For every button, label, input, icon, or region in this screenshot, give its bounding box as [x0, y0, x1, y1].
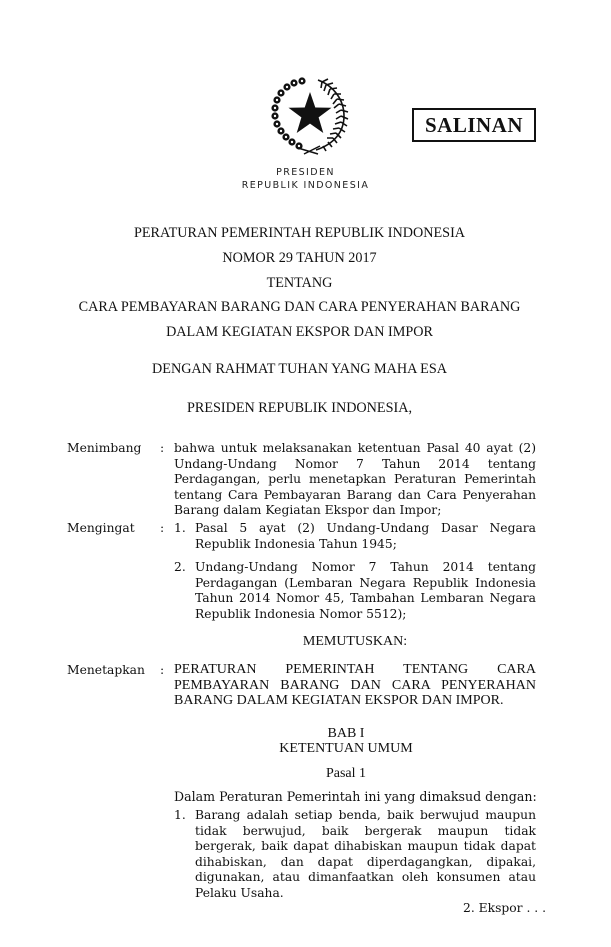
menetapkan-text: PERATURAN PEMERINTAH TENTANG CARA PEMBAYARAN BARANG DAN CARA PENYERAHAN BARANG DALAM KEGIATAN EKSPOR DAN IMPOR.: [174, 662, 536, 708]
salinan-stamp: [412, 108, 536, 142]
office-line-republik: REPUBLIK INDONESIA: [241, 180, 370, 191]
presidential-emblem-icon: [268, 72, 352, 156]
menimbang-text: bahwa untuk melaksanakan ketentuan Pasal 40 ayat (2) Undang-Undang Nomor 7 Tahun 2014 tentang Perdagangan, perlu menetapkan Peraturan Pemerintah tentang Cara Pembayaran Barang dan Cara Penyerahan Barang dalam Kegiatan Ekspor dan Impor;: [174, 441, 536, 517]
next-page-catchword: 2. Ekspor . . .: [463, 901, 546, 915]
regulation-subject-line2: DALAM KEGIATAN EKSPOR DAN IMPOR: [166, 324, 433, 340]
office-line-presiden: PRESIDEN: [276, 167, 335, 178]
mengingat-item-2-number: 2.: [174, 560, 186, 574]
mengingat-item-2-text: Undang-Undang Nomor 7 Tahun 2014 tentang Perdagangan (Lembaran Negara Republik Indonesia Tahun 2014 Nomor 45, Tambahan Lembaran Negara Republik Indonesia Nomor 5512);: [195, 560, 536, 621]
salinan-label: SALINAN: [424, 112, 524, 137]
star-icon: [289, 92, 332, 133]
mengingat-item-1-text: Pasal 5 ayat (2) Undang-Undang Dasar Negara Republik Indonesia Tahun 1945;: [195, 521, 536, 551]
pasal-heading: Pasal 1: [325, 766, 367, 781]
issuer: PRESIDEN REPUBLIK INDONESIA,: [186, 400, 413, 416]
regulation-subject-line1: CARA PEMBAYARAN BARANG DAN CARA PENYERAHAN BARANG: [78, 299, 521, 315]
mengingat-item-1-number: 1.: [174, 521, 186, 535]
definition-item-1-text: Barang adalah setiap benda, baik berwujud maupun tidak berwujud, baik bergerak maupun tidak bergerak, baik dapat dihabiskan maupun tidak dapat dihabiskan, dan dapat diperdagangkan, dipakai, digunakan, atau dimanfaatkan oleh konsumen atau Pelaku Usaha.: [195, 808, 536, 900]
pasal-intro: Dalam Peraturan Pemerintah ini yang dimaksud dengan:: [174, 789, 537, 804]
menimbang-label: Menimbang: [67, 441, 142, 455]
regulation-number: NOMOR 29 TAHUN 2017: [222, 250, 377, 266]
bab-number: BAB I: [327, 726, 365, 741]
invocation: DENGAN RAHMAT TUHAN YANG MAHA ESA: [152, 361, 447, 377]
mengingat-label: Mengingat: [67, 521, 135, 535]
menetapkan-label: Menetapkan: [67, 663, 145, 677]
regulation-title: PERATURAN PEMERINTAH REPUBLIK INDONESIA: [133, 225, 466, 241]
bab-title: KETENTUAN UMUM: [279, 741, 413, 756]
menetapkan-colon: :: [160, 663, 165, 677]
definition-item-1-number: 1.: [174, 808, 186, 822]
memutuskan-heading: MEMUTUSKAN:: [302, 634, 408, 649]
regulation-tentang: TENTANG: [266, 275, 333, 291]
menimbang-colon: :: [160, 441, 165, 455]
mengingat-colon: :: [160, 521, 165, 535]
